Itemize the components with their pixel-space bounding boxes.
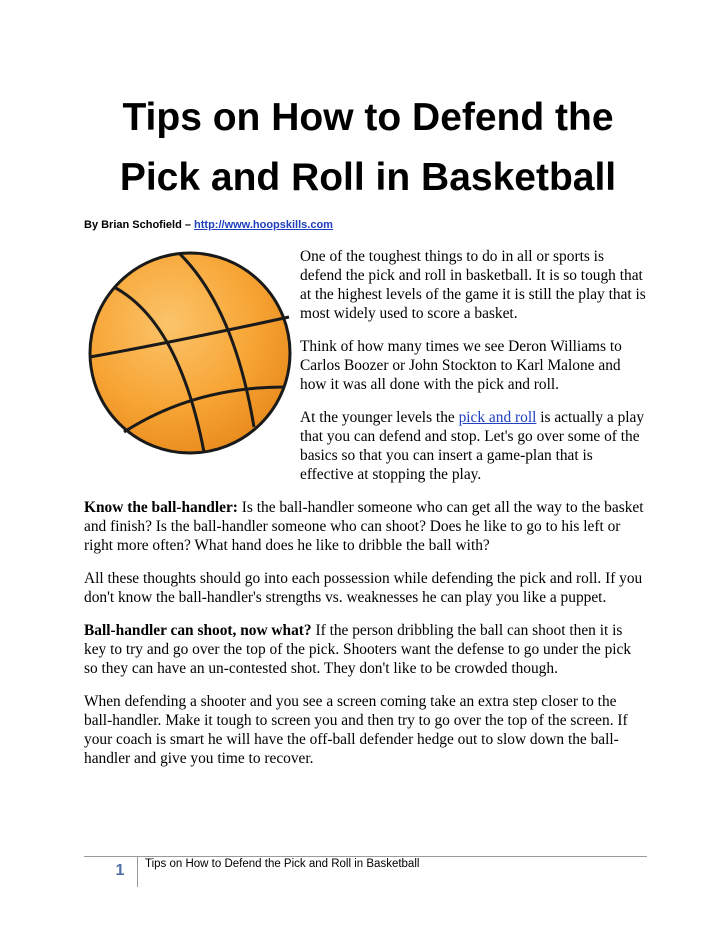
paragraph-defending-shooter: When defending a shooter and you see a screen coming take an extra step closer to the ball-handler. Make it tough to screen you and then try to go over the top of the screen. If your coach is smart he will have the off-ball defender hedge out to slow down the ball-handler and give you time to recover. (84, 693, 628, 767)
section-heading-ball-handler-shoot: Ball-handler can shoot, now what? (84, 622, 312, 639)
byline (84, 219, 333, 231)
footer-rule (84, 856, 647, 857)
pick-and-roll-link[interactable]: pick and roll (458, 409, 537, 426)
paragraph-possession: All these thoughts should go into each possession while defending the pick and roll. If you don't know the ball-handler's strengths vs. weaknesses he can play you like a puppet. (84, 570, 643, 606)
page-title: Tips on How to Defend the Pick and Roll in Basketball (119, 96, 617, 199)
page-number: 1 (115, 862, 125, 879)
footer-divider (137, 857, 138, 887)
paragraph-examples: Think of how many times we see Deron Williams to Carlos Boozer or John Stockton to Karl Malone and how it was all done with the pick and roll. (300, 338, 622, 393)
paragraph-intro: One of the toughest things to do in all or sports is defend the pick and roll in basketball. It is so tough that at the highest levels of the game it is still the play that is most widely used to score a basket. (300, 248, 646, 322)
paragraph-ball-handler-shoot (84, 621, 646, 678)
p3-after: is actually a play that you can defend and stop. Let's go over some of the basics so that you can insert a game-plan that is effective at stopping the play. (300, 409, 645, 483)
byline-author: By Brian Schofield – (84, 219, 195, 231)
byline-link[interactable]: http://www.hoopskills.com (194, 219, 333, 231)
paragraph-know-ball-handler (84, 498, 646, 555)
p6-text: If the person dribbling the ball can shoot then it is key to try and go over the top of the pick. Shooters want the defense to go under the pick so they can have an un-contested shot. They don't like to be crowded though. (84, 622, 632, 677)
article-body (84, 247, 646, 782)
p3-before: At the younger levels the (300, 409, 459, 426)
footer-title: Tips on How to Defend the Pick and Roll in Basketball (145, 858, 420, 870)
section-heading-know-ball-handler: Know the ball-handler: (84, 499, 238, 516)
p4-text: Is the ball-handler someone who can get all the way to the basket and finish? Is the ball-handler someone who can shoot? Does he like to go to his left or right more often? What hand does he like to dribble the ball with? (84, 499, 644, 554)
